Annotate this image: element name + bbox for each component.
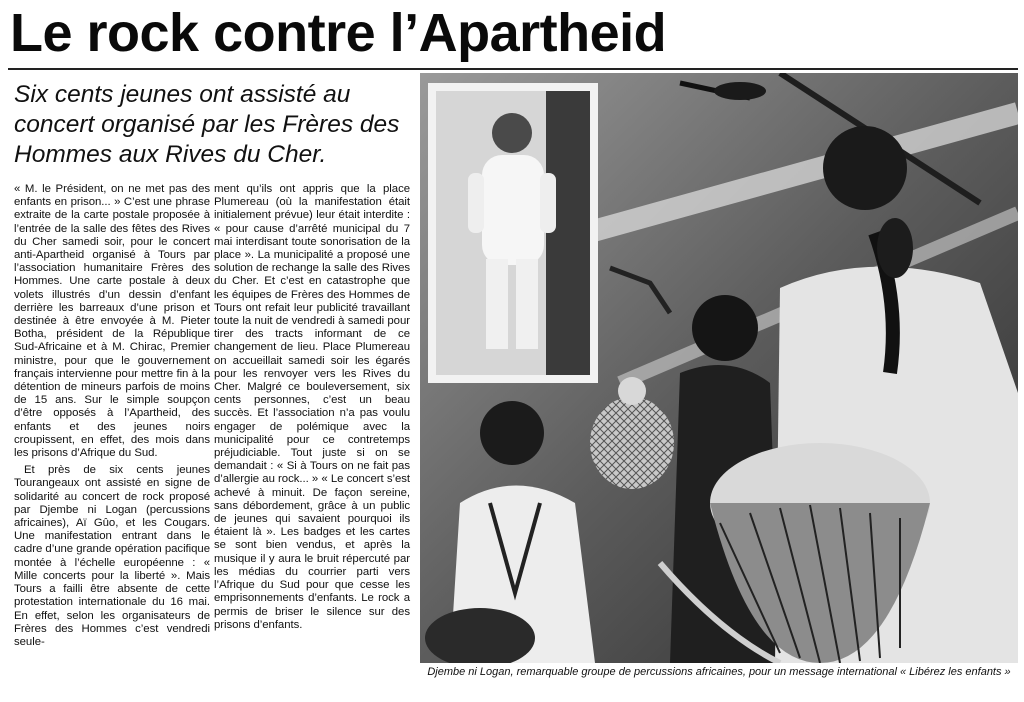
headline-rule: [8, 68, 1018, 70]
paragraph-3: ment qu’ils ont appris que la place Plumereau (où la manifestation était initialement prévue) leur était interdite : « pour cause d’arrêté municipal du 7 mai interdisant toute sonorisation de la place ». La municipalité a proposé une solution de rechange la salle des Rives du Cher. Et c’est en catastrophe que les équipes de Frères des Hommes de Tours ont refait leur publicité travaillant toute la nuit de vendredi à samedi pour tirer des tracts informant de ce changement de lieu. Place Plumereau on accueillait samedi soir les égarés pour les renvoyer vers les Rives du Cher. Malgré ce bouleversement, six cents personnes, c’est un beau succès. Et l’association n’a pas voulu engager de polémique avec la municipalité pour ce contretemps préjudiciable. Tout juste si on se demandait : « Si à Tours on ne fait pas d’allergie au rock... » « Le concert s’est achevé à minuit. De façon sereine, sans débordement, grâce à un public de jeunes qui savaient pourquoi ils étaient là ». Les badges et les cartes se sont bien vendus, et après la musique il y aura le bruit répercuté par les médias du courrier parti vers l’Afrique du Sud pour que cesse les emprisonnements d’enfants. Le rock a permis de briser le silence sur des prisons d’enfants.: [214, 183, 410, 631]
concert-photo: [420, 73, 1018, 663]
headline: Le rock contre l’Apartheid: [10, 3, 667, 63]
paragraph-2: Et près de six cents jeunes Tourangeaux ont assisté en signe de solidarité au concert de rock proposé par Djembe ni Logan (percussions africaines), Aï Gûo, et les Cougars. Une manifestation entrant dans le cadre d’une grande opération pacifique montée à l’échelle européenne : « Mille concerts pour la liberté ». Mais Tours a failli être absente de cette protestation internationale du 16 mai. En effet, selon les organisateurs de Frères des Hommes c’est vendredi seule-: [14, 464, 210, 648]
concert-photo-illustration: [420, 73, 1018, 663]
article-column-1: [14, 183, 210, 653]
subheadline: Six cents jeunes ont assisté au concert organisé par les Frères des Hommes aux Rives du Cher.: [14, 81, 400, 168]
article-column-2: [214, 183, 410, 636]
paragraph-1: « M. le Président, on ne met pas des enfants en prison... » C’est une phrase extraite de la carte postale proposée à l’entrée de la salle des fêtes des Rives du Cher samedi soir, pour le concert anti-Apartheid organisé à Tours par l’association humanitaire Frères des Hommes. Une carte postale à deux volets illustrés d’un dessin d’enfant derrière les barreaux d’une prison et destinée à être envoyée à M. Pieter Botha, président de la République Sud-Africaine et à M. Chirac, Premier ministre, pour que le gouvernement français intervienne pour mettre fin à la détention de mineurs parfois de moins de 15 ans. Sur le simple soupçon d’être opposés à l’Apartheid, des enfants et des jeunes noirs croupissent, en effet, des mois dans les prisons d’Afrique du Sud.: [14, 183, 210, 460]
photo-caption: Djembe ni Logan, remarquable groupe de percussions africaines, pour un message international « Libérez les enfants »: [427, 666, 1011, 678]
